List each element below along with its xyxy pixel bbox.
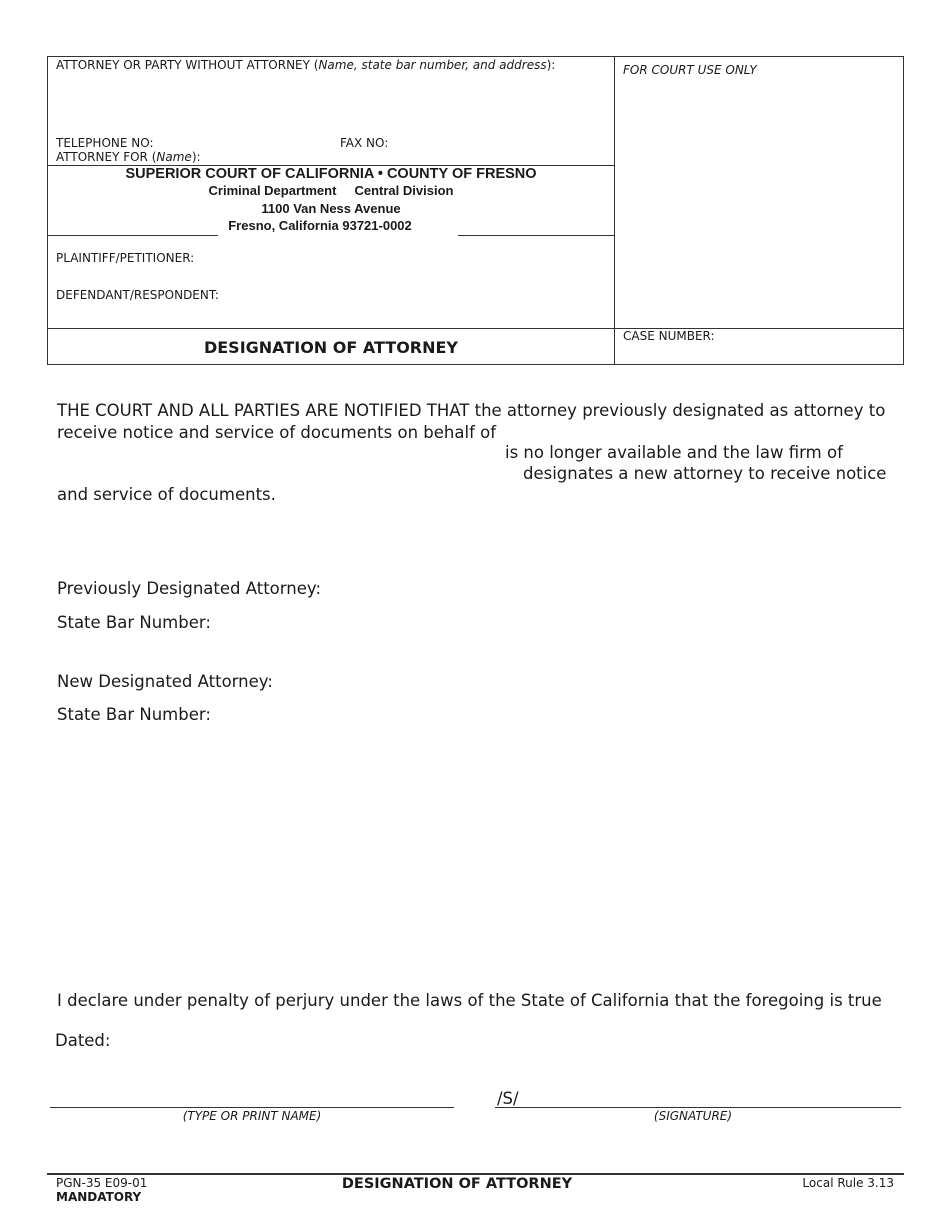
notice-line-1: THE COURT AND ALL PARTIES ARE NOTIFIED THAT the attorney previously designated as attorney to <box>57 401 886 420</box>
previous-attorney-label: Previously Designated Attorney: <box>57 579 321 598</box>
footer-rule <box>47 1173 904 1175</box>
fax-label: FAX NO: <box>340 136 389 150</box>
plaintiff-field[interactable] <box>195 250 605 268</box>
footer-form-number: PGN-35 E09-01 <box>56 1176 148 1190</box>
declaration-text: I declare under penalty of perjury under the laws of the State of California that the foregoing is true <box>57 991 882 1010</box>
previous-bar-field[interactable] <box>220 614 520 632</box>
law-firm-field[interactable] <box>57 465 512 483</box>
court-street: 1100 Van Ness Avenue <box>261 201 401 216</box>
previous-attorney-field[interactable] <box>330 580 890 598</box>
party-name-field[interactable] <box>508 425 893 443</box>
form-title: DESIGNATION OF ATTORNEY <box>203 338 459 357</box>
dated-label: Dated: <box>55 1031 111 1050</box>
address-rule-right <box>458 235 615 236</box>
previous-bar-label: State Bar Number: <box>57 613 211 632</box>
signature-field[interactable] <box>495 1087 901 1105</box>
defendant-field[interactable] <box>222 287 605 305</box>
footer-rule-number: Local Rule 3.13 <box>802 1176 894 1190</box>
print-name-line <box>50 1107 454 1108</box>
court-use-label: FOR COURT USE ONLY <box>623 63 757 77</box>
signature-line <box>495 1107 901 1108</box>
case-number-label: CASE NUMBER: <box>623 329 715 343</box>
print-name-field[interactable] <box>50 1087 454 1105</box>
new-bar-label: State Bar Number: <box>57 705 211 724</box>
new-attorney-label: New Designated Attorney: <box>57 672 273 691</box>
defendant-label: DEFENDANT/RESPONDENT: <box>56 288 219 302</box>
notice-line-4: designates a new attorney to receive notice <box>523 464 887 483</box>
signature-mark: /S/ <box>497 1089 519 1108</box>
telephone-label: TELEPHONE NO: <box>56 136 154 150</box>
plaintiff-label: PLAINTIFF/PETITIONER: <box>56 251 195 265</box>
attorney-party-field[interactable] <box>56 76 606 132</box>
attorney-party-label: ATTORNEY OR PARTY WITHOUT ATTORNEY (Name, state bar number, and address): <box>56 58 556 72</box>
signature-caption: (SIGNATURE) <box>653 1109 733 1123</box>
attorney-for-label: ATTORNEY FOR (Name): <box>56 150 201 164</box>
notice-line-3: is no longer available and the law firm of <box>505 443 843 462</box>
attorney-for-field[interactable] <box>205 149 605 164</box>
address-rule-left <box>47 235 218 236</box>
case-number-field[interactable] <box>623 344 895 362</box>
notice-line-2: receive notice and service of documents on behalf of <box>57 423 497 442</box>
print-name-caption: (TYPE OR PRINT NAME) <box>182 1109 322 1123</box>
court-department: Criminal Department <box>208 183 337 198</box>
notice-line-5: and service of documents. <box>57 485 276 504</box>
new-bar-field[interactable] <box>220 706 520 724</box>
dated-field[interactable] <box>125 1032 425 1050</box>
court-division: Central Division <box>354 183 454 198</box>
parties-rule <box>47 328 904 329</box>
court-city: Fresno, California 93721-0002 <box>228 218 412 233</box>
footer-title: DESIGNATION OF ATTORNEY <box>341 1176 573 1192</box>
court-department-line <box>47 183 615 198</box>
court-name: SUPERIOR COURT OF CALIFORNIA • COUNTY OF FRESNO <box>125 166 537 182</box>
new-attorney-field[interactable] <box>290 673 890 691</box>
footer-mandatory: MANDATORY <box>56 1190 142 1204</box>
